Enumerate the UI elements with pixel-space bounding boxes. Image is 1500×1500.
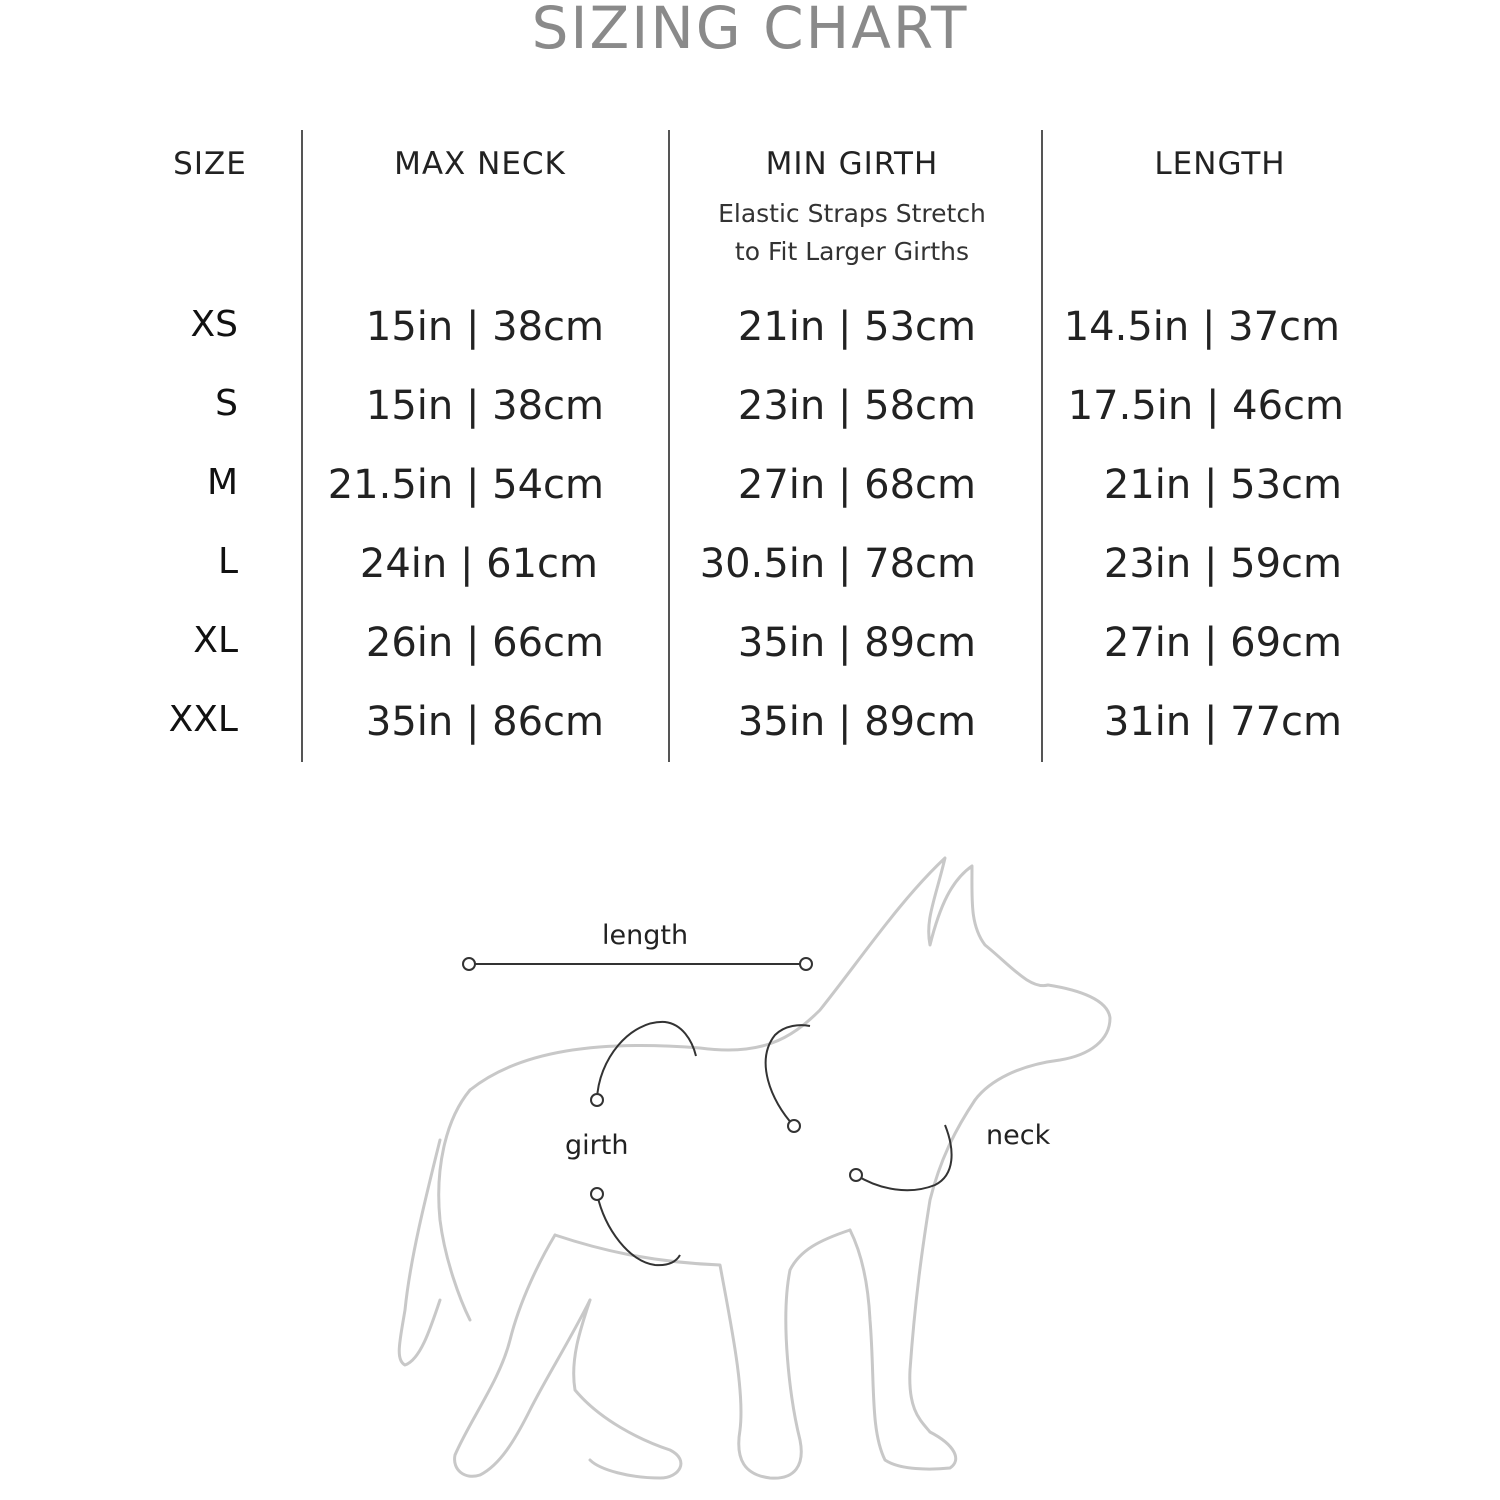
header-length: LENGTH — [1154, 146, 1286, 182]
length-cell: 21in | 53cm — [1103, 462, 1342, 508]
size-cell: XS — [190, 304, 238, 345]
max-neck-cell: 21.5in | 54cm — [327, 462, 604, 508]
max-neck-cell: 24in | 61cm — [359, 541, 598, 587]
header-size: SIZE — [173, 146, 247, 182]
neck-label: neck — [986, 1120, 1051, 1151]
max-neck-cell: 15in | 38cm — [365, 304, 604, 350]
header-min-girth: MIN GIRTH — [765, 146, 939, 182]
max-neck-cell: 35in | 86cm — [365, 699, 604, 745]
size-cell: XL — [193, 620, 238, 661]
min-girth-note-line2: to Fit Larger Girths — [734, 237, 970, 266]
length-marker — [463, 958, 812, 970]
max-neck-cell: 15in | 38cm — [365, 383, 604, 429]
min-girth-note-line1: Elastic Straps Stretch — [718, 199, 986, 228]
column-divider-1 — [301, 130, 303, 762]
min-girth-cell: 30.5in | 78cm — [699, 541, 976, 587]
min-girth-cell: 23in | 58cm — [737, 383, 976, 429]
length-cell: 31in | 77cm — [1103, 699, 1342, 745]
min-girth-cell: 35in | 89cm — [737, 620, 976, 666]
max-neck-cell: 26in | 66cm — [365, 620, 604, 666]
header-max-neck: MAX NECK — [394, 146, 566, 182]
dog-outline — [399, 858, 1110, 1478]
dog-measurement-diagram — [0, 780, 1500, 1500]
length-cell: 17.5in | 46cm — [1067, 383, 1344, 429]
size-cell: M — [206, 462, 238, 503]
size-cell: S — [215, 383, 238, 424]
girth-label: girth — [565, 1130, 629, 1161]
min-girth-cell: 21in | 53cm — [737, 304, 976, 350]
min-girth-cell: 35in | 89cm — [737, 699, 976, 745]
size-cell: L — [217, 541, 238, 582]
size-cell: XXL — [168, 699, 238, 740]
page-title: SIZING CHART — [531, 0, 969, 62]
length-label: length — [602, 920, 689, 951]
length-cell: 27in | 69cm — [1103, 620, 1342, 666]
neck-marker — [766, 1025, 952, 1190]
min-girth-cell: 27in | 68cm — [737, 462, 976, 508]
length-cell: 14.5in | 37cm — [1063, 304, 1340, 350]
length-cell: 23in | 59cm — [1103, 541, 1342, 587]
